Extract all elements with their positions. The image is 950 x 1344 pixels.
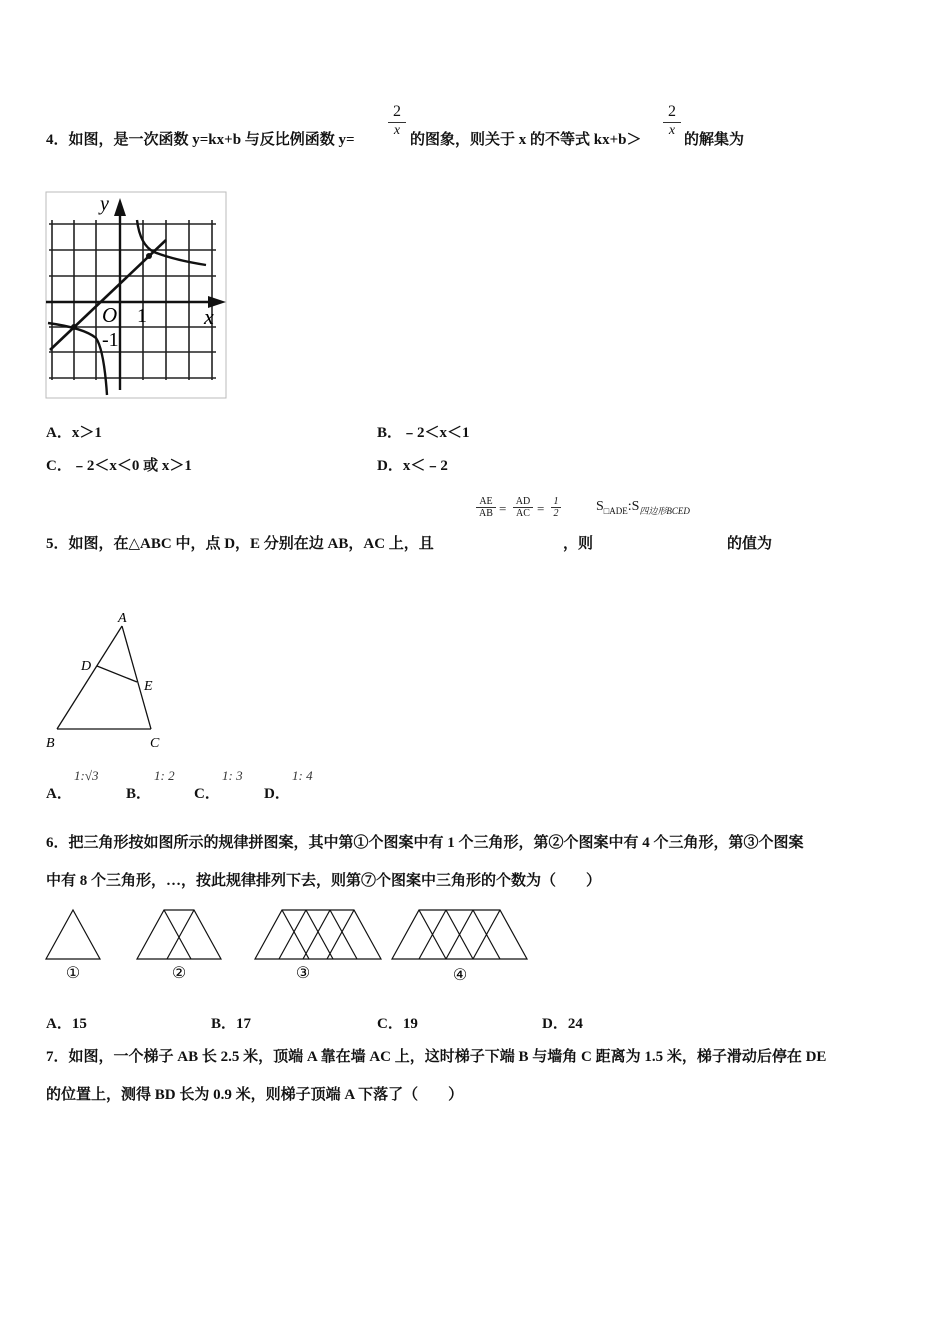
q5-option-d[interactable] [264,782,290,803]
q5-ac: AC [516,508,530,519]
y-axis-label: y [100,193,109,215]
q5-option-c-label: C． [194,786,220,802]
q5-option-b-value: 1: 2 [154,768,175,783]
pattern-4-shape [392,910,527,959]
q4-text-b: 的图象，则关于 x 的不等式 kx+b＞ [410,132,642,148]
q5-option-c[interactable] [194,782,220,803]
q5-option-c-value: 1: 3 [222,768,243,783]
q5-text-c: 的值为 [727,536,773,552]
point-e-label: E [144,679,153,694]
q5-triangle-figure [40,606,170,754]
q6-pattern-figures [40,904,540,986]
vertex-b-label: B [46,736,55,751]
q5-option-d-label: D． [264,786,290,802]
q4-text-a: 4．如图，是一次函数 y=kx+b 与反比例函数 y= [46,132,355,148]
pattern-3-label: ③ [295,965,311,982]
point-d-label: D [81,659,92,674]
pattern-4-label: ④ [452,967,468,984]
q7-line-1: 7．如图，一个梯子 AB 长 2.5 米，顶端 A 靠在墙 AC 上，这时梯子下端 B 与墙角 C 距离为 1.5 米，梯子滑动后停在 DE [46,1049,827,1065]
q5-eq-2: = [537,501,545,516]
q5-ad: AD [515,496,531,507]
q7-line-2: 的位置上，测得 BD 长为 0.9 米，则梯子顶端 A 下落了（ ） [46,1087,464,1103]
q5-area-s2: :S [627,499,640,514]
pattern-3-shape [255,910,381,959]
q5-option-d-value: 1: 4 [292,768,313,783]
q4-stem [46,128,355,149]
y-neg-one-label: -1 [102,329,119,351]
q6-option-d[interactable]: D．24 [542,1016,583,1032]
pattern-2-shape [137,910,221,959]
q4-text-c: 的解集为 [684,132,745,148]
q6-line-2: 中有 8 个三角形，…，按此规律排列下去，则第⑦个图案中三角形的个数为（ ） [46,873,602,889]
q5-option-b[interactable] [126,782,151,803]
q5-area-s1: S [596,499,604,514]
q5-text-a: 5．如图，在△ABC 中，点 D，E 分别在边 AB，AC 上，且 [46,536,434,552]
vertex-a-label: A [118,611,127,626]
q5-area-sub1: □ADE [603,505,628,516]
q5-option-a-value: 1:√3 [74,768,99,783]
origin-label: O [102,303,118,327]
q5-text-b: ，则 [563,536,594,552]
q4-option-a[interactable]: A．x＞1 [46,425,102,441]
q6-line-1: 6．把三角形按如图所示的规律拼图案，其中第①个图案中有 1 个三角形，第②个图案中有 4 个三角形，第③个图案 [46,835,804,851]
q4-frac1-den: x [393,123,401,138]
q6-option-c[interactable]: C．19 [377,1016,418,1032]
q4-option-c[interactable]: C．﹣2＜x＜0 或 x＞1 [46,458,192,474]
q5-frac-ae-ab [476,496,496,519]
x-one-label: 1 [137,305,147,327]
vertex-c-label: C [150,736,160,751]
q4-frac1-num: 2 [393,103,401,120]
q4-option-d[interactable]: D．x＜﹣2 [377,458,448,474]
q5-eq-1: = [499,501,507,516]
q6-option-b[interactable]: B．17 [211,1016,252,1032]
q5-area-ratio-expr [596,499,690,517]
q5-ae: AE [479,496,493,507]
q4-frac2-num: 2 [668,103,676,120]
pattern-1-label: ① [65,965,81,982]
q5-frac-ad-ac [513,496,533,519]
q4-function-graph [44,190,228,400]
pattern-2-label: ② [171,965,187,982]
q4-frac2-den: x [668,123,676,138]
q4-option-b[interactable]: B．﹣2＜x＜1 [377,425,470,441]
q5-area-sub2: 四边形BCED [639,505,690,516]
q6-option-a[interactable]: A．15 [46,1016,87,1032]
q4-fraction-1 [388,103,406,138]
q5-option-a[interactable] [46,782,72,803]
q5-half-den: 2 [553,508,559,519]
x-axis-label: x [204,304,214,329]
q5-frac-half [551,496,561,519]
q4-fraction-2 [663,103,681,138]
q5-option-a-label: A． [46,786,72,802]
q5-option-b-label: B． [126,786,152,802]
q5-half-num: 1 [553,496,559,507]
pattern-1-shape [46,910,100,959]
q5-ab: AB [479,508,493,519]
